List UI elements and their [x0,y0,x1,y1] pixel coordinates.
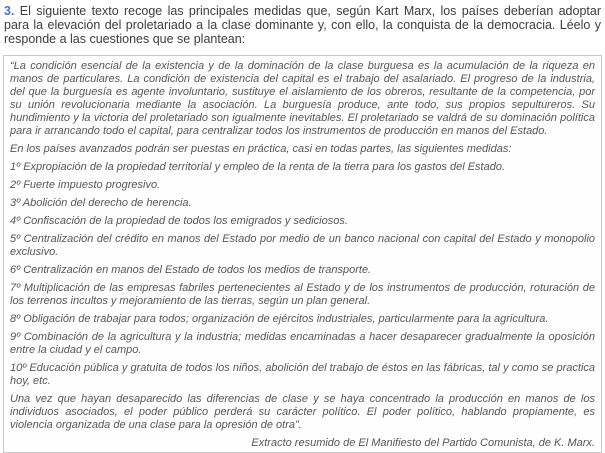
quote-paragraph: 6º Centralización en manos del Estado de todos los medios de transporte. [10,264,372,276]
quote-paragraph: 9º Combinación de la agricultura y la industria; medidas encaminadas a hacer desaparecer gradualmente la oposición entre la ciudad y el campo. [10,331,595,356]
quote-paragraph: 3º Abolición del derecho de herencia. [10,197,192,209]
quote-paragraph: Una vez que hayan desaparecido las diferencias de clase y se haya concentrado la producción en manos de los individuos asociados, el poder público perderá su carácter político. El poder político, hablando propiamente, es violencia organizada de una clase para la opresión de otra”. [10,393,595,431]
quote-paragraph: 1º Expropiación de la propiedad territorial y empleo de la renta de la tierra para los gastos del Estado. [10,161,506,173]
quote-paragraph: “La condición esencial de la existencia y de la dominación de la clase burguesa es la acumulación de la riqueza en manos de particulares. La condición de existencia del capital es el trabajo del asalariado. El progreso de la industria, del que la burguesía es agente involuntario, sustituye el aislamiento de los obreros, resultante de la competencia, por su unión revolucionaria mediante la asociación. La burguesía produce, ante todo, sus propios sepultureros. Su hundimiento y la victoria del proletariado son igualmente inevitables. El proletariado se valdrá de su dominación política para ir arrancando todo el capital, para centralizar todos los instrumentos de producción en manos del Estado. [10,60,595,137]
quote-box [3,55,602,453]
exercise-number: 3. [4,4,15,18]
quote-paragraph: 7º Multiplicación de las empresas fabriles pertenecientes al Estado y de los instrumentos de producción, roturación de los terrenos incultos y mejoramiento de las tierras, según un plan general. [10,282,595,307]
quote-paragraph: 2º Fuerte impuesto progresivo. [10,179,161,191]
quote-paragraph: 5º Centralización del crédito en manos del Estado por medio de un banco nacional con capital del Estado y monopolio exclusivo. [10,233,595,258]
exercise-intro-text: El siguiente texto recoge las principales medidas que, según Kart Marx, los países deberían adoptar para la elevación del proletariado a la clase dominante y, con ello, la conquista de la democracia. Léelo y responde a las cuestiones que se plantean: [4,4,601,46]
exercise-intro [3,3,602,46]
quote-paragraph: 8º Obligación de trabajar para todos; organización de ejércitos industriales, particularmente para la agricultura. [10,313,549,325]
quote-paragraphs [10,60,595,432]
quote-paragraph: 10º Educación pública y gratuita de todos los niños, abolición del trabajo de éstos en las fábricas, tal y como se practica hoy, etc. [10,362,595,387]
quote-paragraph: 4º Confiscación de la propiedad de todos los emigrados y sediciosos. [10,215,348,227]
quote-attribution: Extracto resumido de El Manifiesto del Partido Comunista, de K. Marx. [251,437,595,449]
quote-paragraph: En los países avanzados podrán ser puestas en práctica, casi en todas partes, las siguientes medidas: [10,143,512,155]
